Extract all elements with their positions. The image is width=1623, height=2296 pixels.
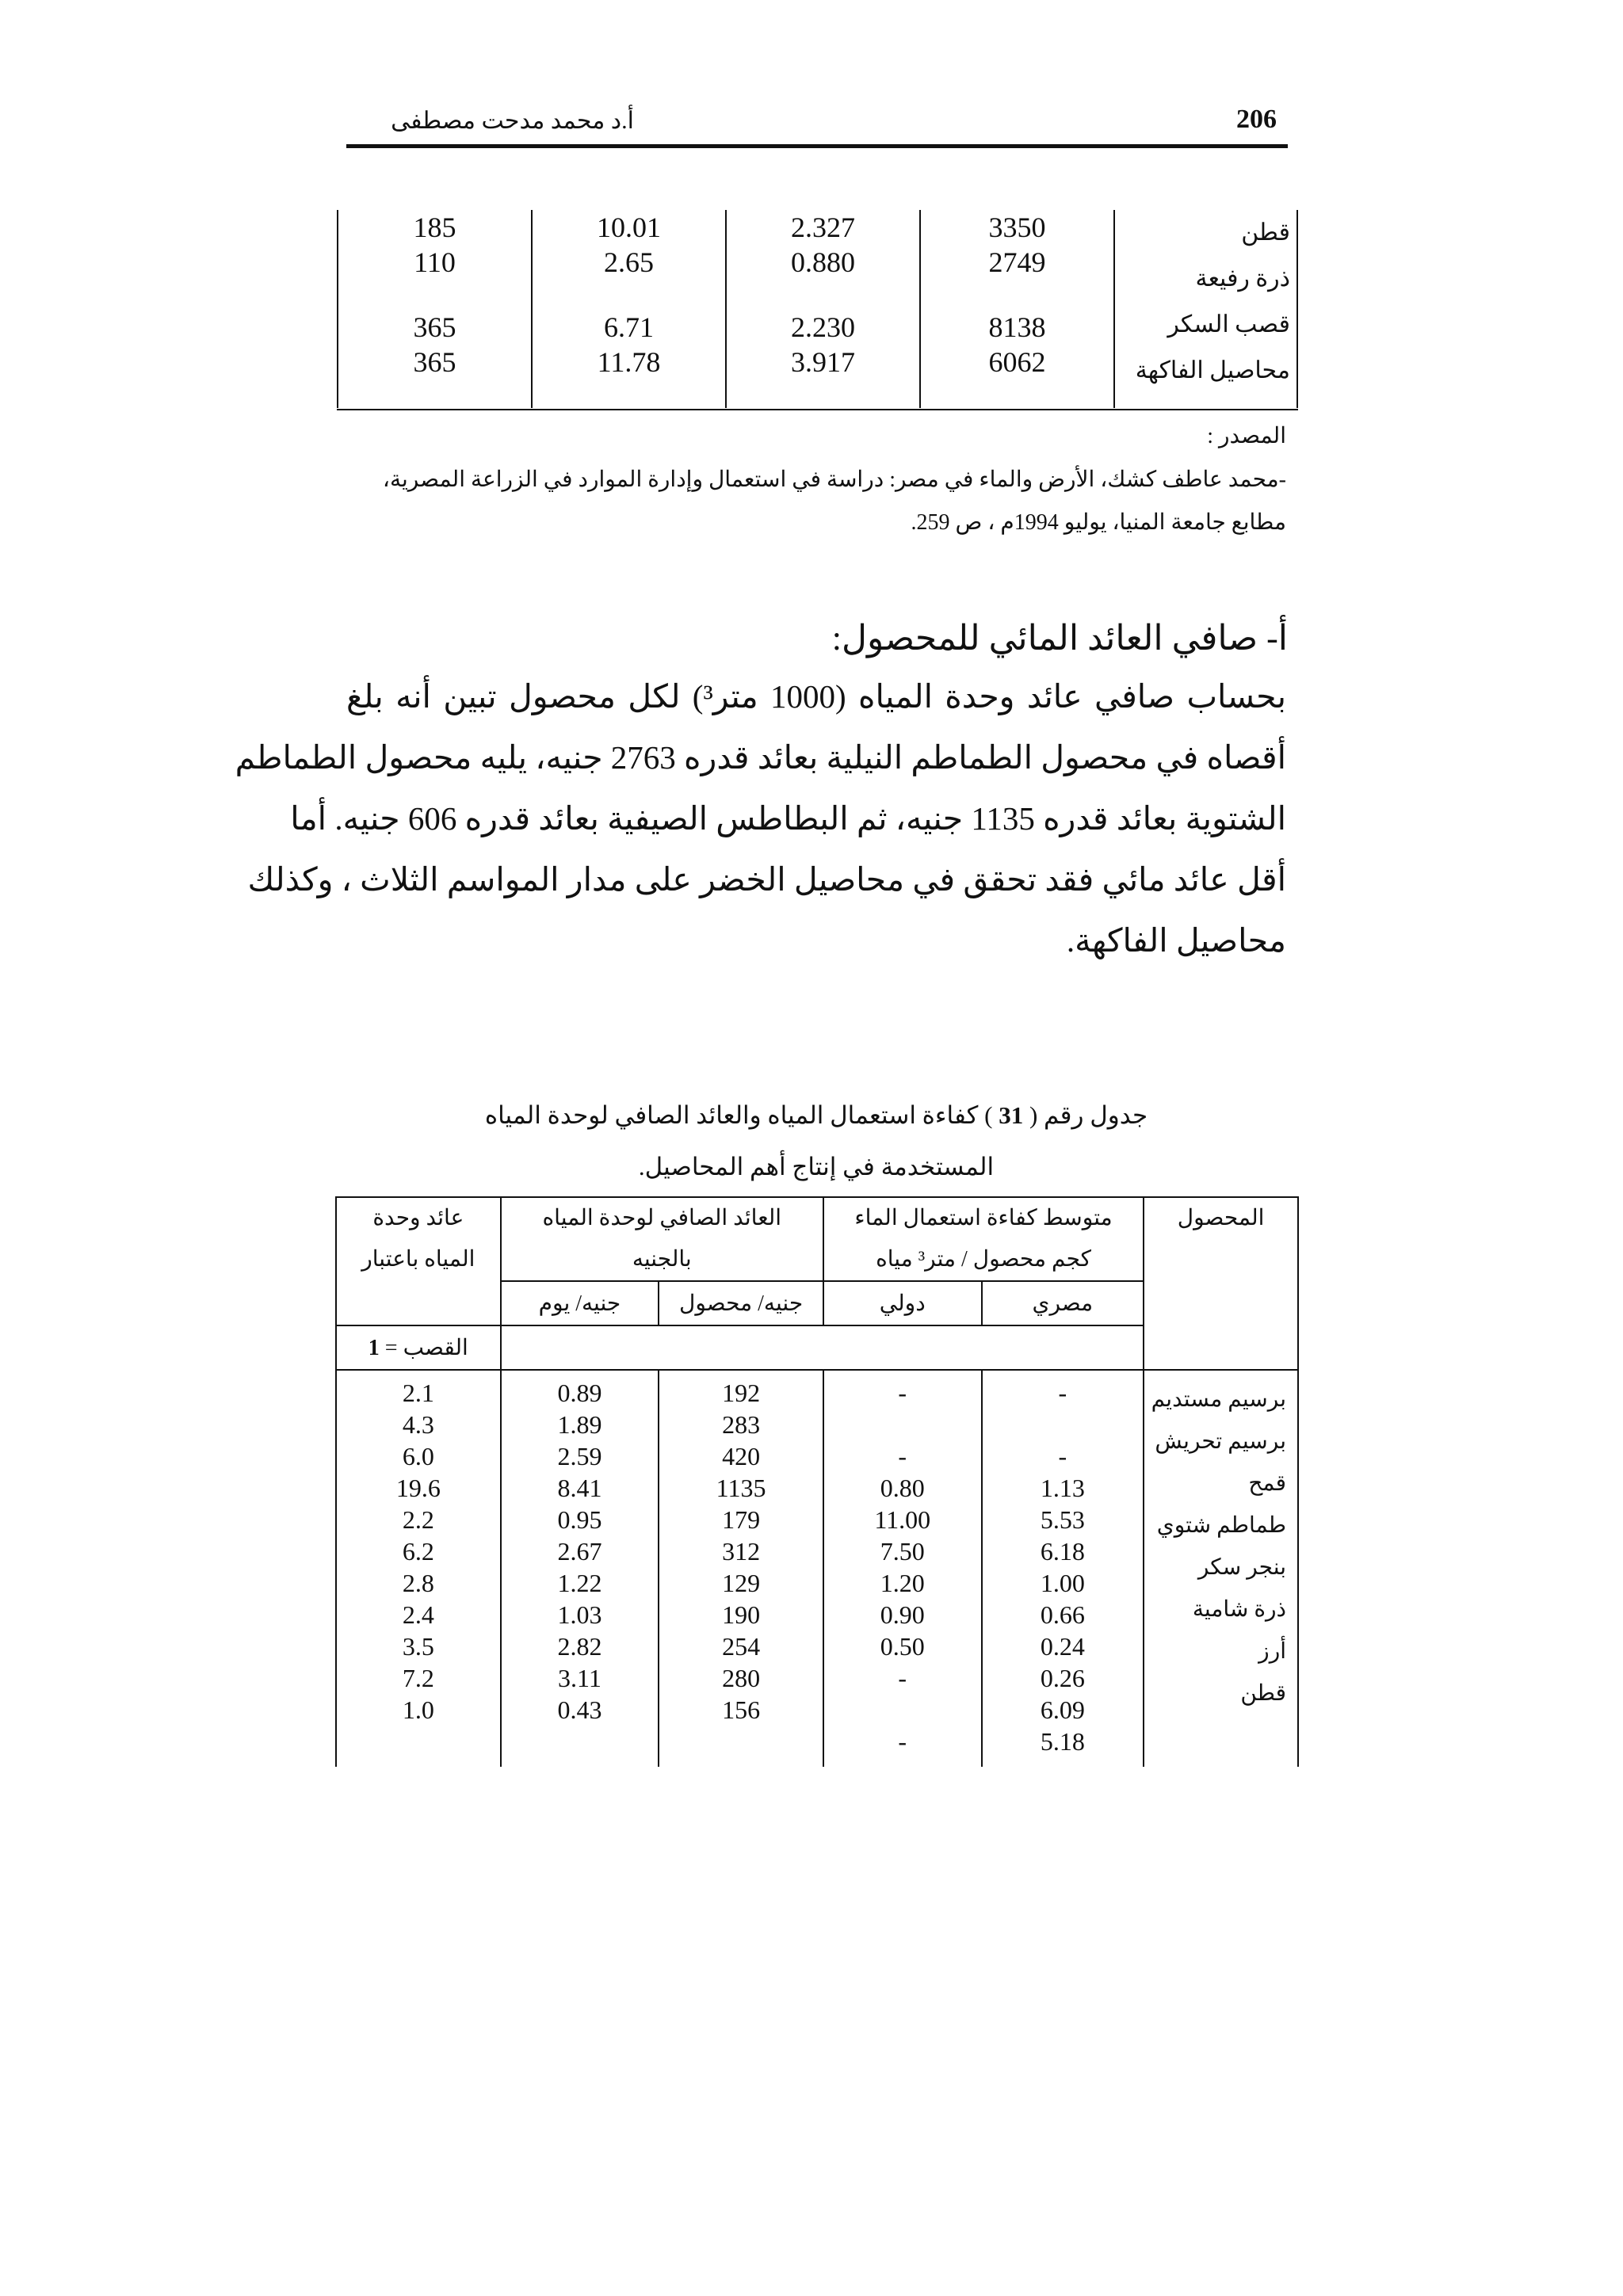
cell: 6.2: [402, 1537, 434, 1566]
header-net-return-l1: العائد الصافي لوحدة المياه: [542, 1206, 782, 1230]
table1-cell: 10.01: [597, 212, 661, 243]
table1-col1: [920, 210, 1114, 408]
crop-label: برسيم مستديم: [1151, 1387, 1286, 1412]
header-efficiency-l1: متوسط كفاءة استعمال الماء: [854, 1206, 1113, 1230]
header-per-crop: جنيه/ محصول: [659, 1281, 823, 1325]
table1-cell: 3.917: [791, 346, 855, 378]
table1-cell: 6.71: [604, 311, 654, 343]
cell: 0.89: [557, 1379, 602, 1407]
table1-cell: 2749: [988, 246, 1046, 278]
table1-cell: 185: [413, 212, 456, 243]
cell: 420: [722, 1442, 761, 1470]
cell: -: [1058, 1379, 1067, 1407]
cell: 2.82: [557, 1632, 602, 1661]
cell: -: [1058, 1442, 1067, 1470]
header-unit-return-l1: عائد وحدة: [372, 1206, 464, 1230]
table-caption: [346, 1101, 1286, 1130]
crop-label: قمح: [1248, 1471, 1286, 1496]
col-crops: [1144, 1370, 1298, 1767]
cell: 6.0: [402, 1442, 434, 1470]
cell: 5.53: [1040, 1505, 1085, 1534]
header-international: دولي: [823, 1281, 982, 1325]
table-continued: [337, 210, 1298, 408]
cell: 1.20: [880, 1569, 925, 1597]
cell: 0.80: [880, 1474, 925, 1502]
crop-label: قطن: [1240, 1681, 1286, 1706]
source-citation-cont: مطابع جامعة المنيا، يوليو 1994م ، ص 259.: [911, 510, 1286, 535]
paragraph-line: بحساب صافي عائد وحدة المياه (1000 متر³) لكل محصول تبين أنه بلغ: [346, 678, 1286, 715]
paragraph-line: أقصاه في محصول الطماطم النيلية بعائد قدره 2763 جنيه، يليه محصول الطماطم: [235, 739, 1286, 776]
cell: 1.03: [557, 1600, 602, 1629]
table1-gap: [533, 280, 725, 310]
cell: 0.95: [557, 1505, 602, 1534]
table1-gap: [921, 280, 1113, 310]
col-per-crop: [659, 1370, 823, 1767]
cell: -: [898, 1379, 907, 1407]
cell: 1.89: [557, 1410, 602, 1439]
cell: 1.22: [557, 1569, 602, 1597]
table1-gap: [338, 280, 531, 310]
cell: 4.3: [402, 1410, 434, 1439]
paragraph-line: محاصيل الفاكهة.: [1066, 922, 1286, 959]
running-head: أ.د محمد مدحت مصطفى: [391, 108, 634, 134]
header-rule: [346, 144, 1288, 148]
header-unit-return-l3: [336, 1325, 501, 1370]
cell: 0.50: [880, 1632, 925, 1661]
cell: 0.90: [880, 1600, 925, 1629]
table1-col4: [338, 210, 532, 408]
header-efficiency: [823, 1197, 1144, 1281]
cell: 8.41: [557, 1474, 602, 1502]
table1-cell: 365: [413, 346, 456, 378]
header-unit-return-l3-prefix: القصب =: [384, 1336, 468, 1360]
table1-cell: 365: [413, 311, 456, 343]
table1-cell: 0.880: [791, 246, 855, 278]
table1-col3: [532, 210, 726, 408]
header-unit-return-l3-value: 1: [368, 1336, 380, 1360]
table1-cell: 2.65: [604, 246, 654, 278]
cell: 0.43: [557, 1695, 602, 1724]
cell: 1.13: [1040, 1474, 1085, 1502]
cell: 2.4: [402, 1600, 434, 1629]
table1-gap: [727, 280, 919, 310]
crop-label: طماطم شتوي: [1156, 1513, 1286, 1538]
crop-label: أرز: [1258, 1639, 1286, 1664]
section-heading: أ- صافي العائد المائي للمحصول:: [831, 619, 1288, 658]
source-label: المصدر :: [1207, 424, 1286, 448]
cell: 0.66: [1040, 1600, 1085, 1629]
cell: 6.18: [1040, 1537, 1085, 1566]
cell: 0.26: [1040, 1664, 1085, 1692]
header-egyptian: مصري: [982, 1281, 1144, 1325]
header-crop: المحصول: [1144, 1197, 1298, 1370]
cell: 312: [722, 1537, 761, 1566]
table1-cell: 8138: [988, 311, 1046, 343]
table1-cell: 3350: [988, 212, 1046, 243]
caption-prefix: جدول رقم (: [1029, 1101, 1148, 1129]
table1-crop-label: ذرة رفيعة: [1195, 265, 1290, 292]
table-caption-line2: المستخدمة في إنتاج أهم المحاصيل.: [638, 1153, 995, 1180]
cell: 2.67: [557, 1537, 602, 1566]
col-unit-return: [336, 1370, 501, 1767]
col-egyptian: [982, 1370, 1144, 1767]
header-unit-return: [336, 1197, 501, 1325]
cell: 3.5: [402, 1632, 434, 1661]
header-unit-return-l2: المياه باعتبار: [361, 1247, 475, 1272]
cell: -: [898, 1442, 907, 1470]
cell: 19.6: [395, 1474, 441, 1502]
cell: 0.24: [1040, 1632, 1085, 1661]
cell: 1.0: [402, 1695, 434, 1724]
caption-number: 31: [999, 1101, 1024, 1129]
cell: [983, 1409, 1144, 1440]
cell: 190: [722, 1600, 761, 1629]
table1-cell: 2.230: [791, 311, 855, 343]
col-international: [823, 1370, 982, 1767]
cell: 3.11: [558, 1664, 601, 1692]
cell: 2.8: [402, 1569, 434, 1597]
table1-crop-label: قصب السكر: [1167, 311, 1290, 338]
caption-suffix: ) كفاءة استعمال المياه والعائد الصافي لوحدة المياه: [484, 1101, 993, 1129]
cell: 7.2: [402, 1664, 434, 1692]
table1-crop-column: [1114, 210, 1297, 408]
cell: -: [898, 1664, 907, 1692]
col-per-day: [501, 1370, 659, 1767]
cell: 1135: [716, 1474, 766, 1502]
table1-crop-label: قطن: [1241, 219, 1290, 246]
cell: 192: [722, 1379, 761, 1407]
table1-crop-label: محاصيل الفاكهة: [1135, 357, 1290, 383]
paragraph-line: أقل عائد مائي فقد تحقق في محاصيل الخضر على مدار المواسم الثلاث ، وكذلك: [247, 861, 1286, 898]
paragraph-line: الشتوية بعائد قدره 1135 جنيه، ثم البطاطس الصيفية بعائد قدره 606 جنيه. أما: [290, 800, 1286, 837]
source-citation: -محمد عاطف كشك، الأرض والماء في مصر: دراسة في استعمال وإدارة الموارد في الزراعة المصرية،: [382, 467, 1286, 492]
crop-label: برسيم تحريش: [1155, 1429, 1286, 1454]
cell: 2.59: [557, 1442, 602, 1470]
cell: 179: [722, 1505, 761, 1534]
header-net-return-l2: بالجنيه: [632, 1247, 692, 1272]
cell: 7.50: [880, 1537, 925, 1566]
cell: 254: [722, 1632, 761, 1661]
crop-label: ذرة شامية: [1192, 1597, 1286, 1622]
cell: 2.1: [402, 1379, 434, 1407]
cell: 156: [722, 1695, 761, 1724]
cell: [824, 1694, 981, 1726]
header-per-day: جنيه/ يوم: [501, 1281, 659, 1325]
crop-label: بنجر سكر: [1197, 1555, 1286, 1580]
water-efficiency-table: [335, 1196, 1299, 1767]
table1-cell: 2.327: [791, 212, 855, 243]
page-number: 206: [1236, 105, 1277, 134]
table1-cell: 110: [414, 246, 456, 278]
table1-col2: [726, 210, 920, 408]
header-net-return: [501, 1197, 823, 1281]
header-efficiency-l2: كجم محصول / متر³ مياه: [876, 1247, 1092, 1272]
cell: -: [898, 1727, 907, 1756]
table1-cell: 6062: [988, 346, 1046, 378]
table1-cell: 11.78: [597, 346, 661, 378]
cell: 280: [722, 1664, 761, 1692]
cell: 11.00: [874, 1505, 931, 1534]
cell: 5.18: [1040, 1727, 1085, 1756]
header-spacer: [501, 1325, 1144, 1370]
cell: 6.09: [1040, 1695, 1085, 1724]
cell: [824, 1409, 981, 1440]
cell: 2.2: [402, 1505, 434, 1534]
cell: 283: [722, 1410, 761, 1439]
cell: 1.00: [1040, 1569, 1085, 1597]
cell: 129: [722, 1569, 761, 1597]
table1-bottom-rule: [337, 409, 1298, 410]
